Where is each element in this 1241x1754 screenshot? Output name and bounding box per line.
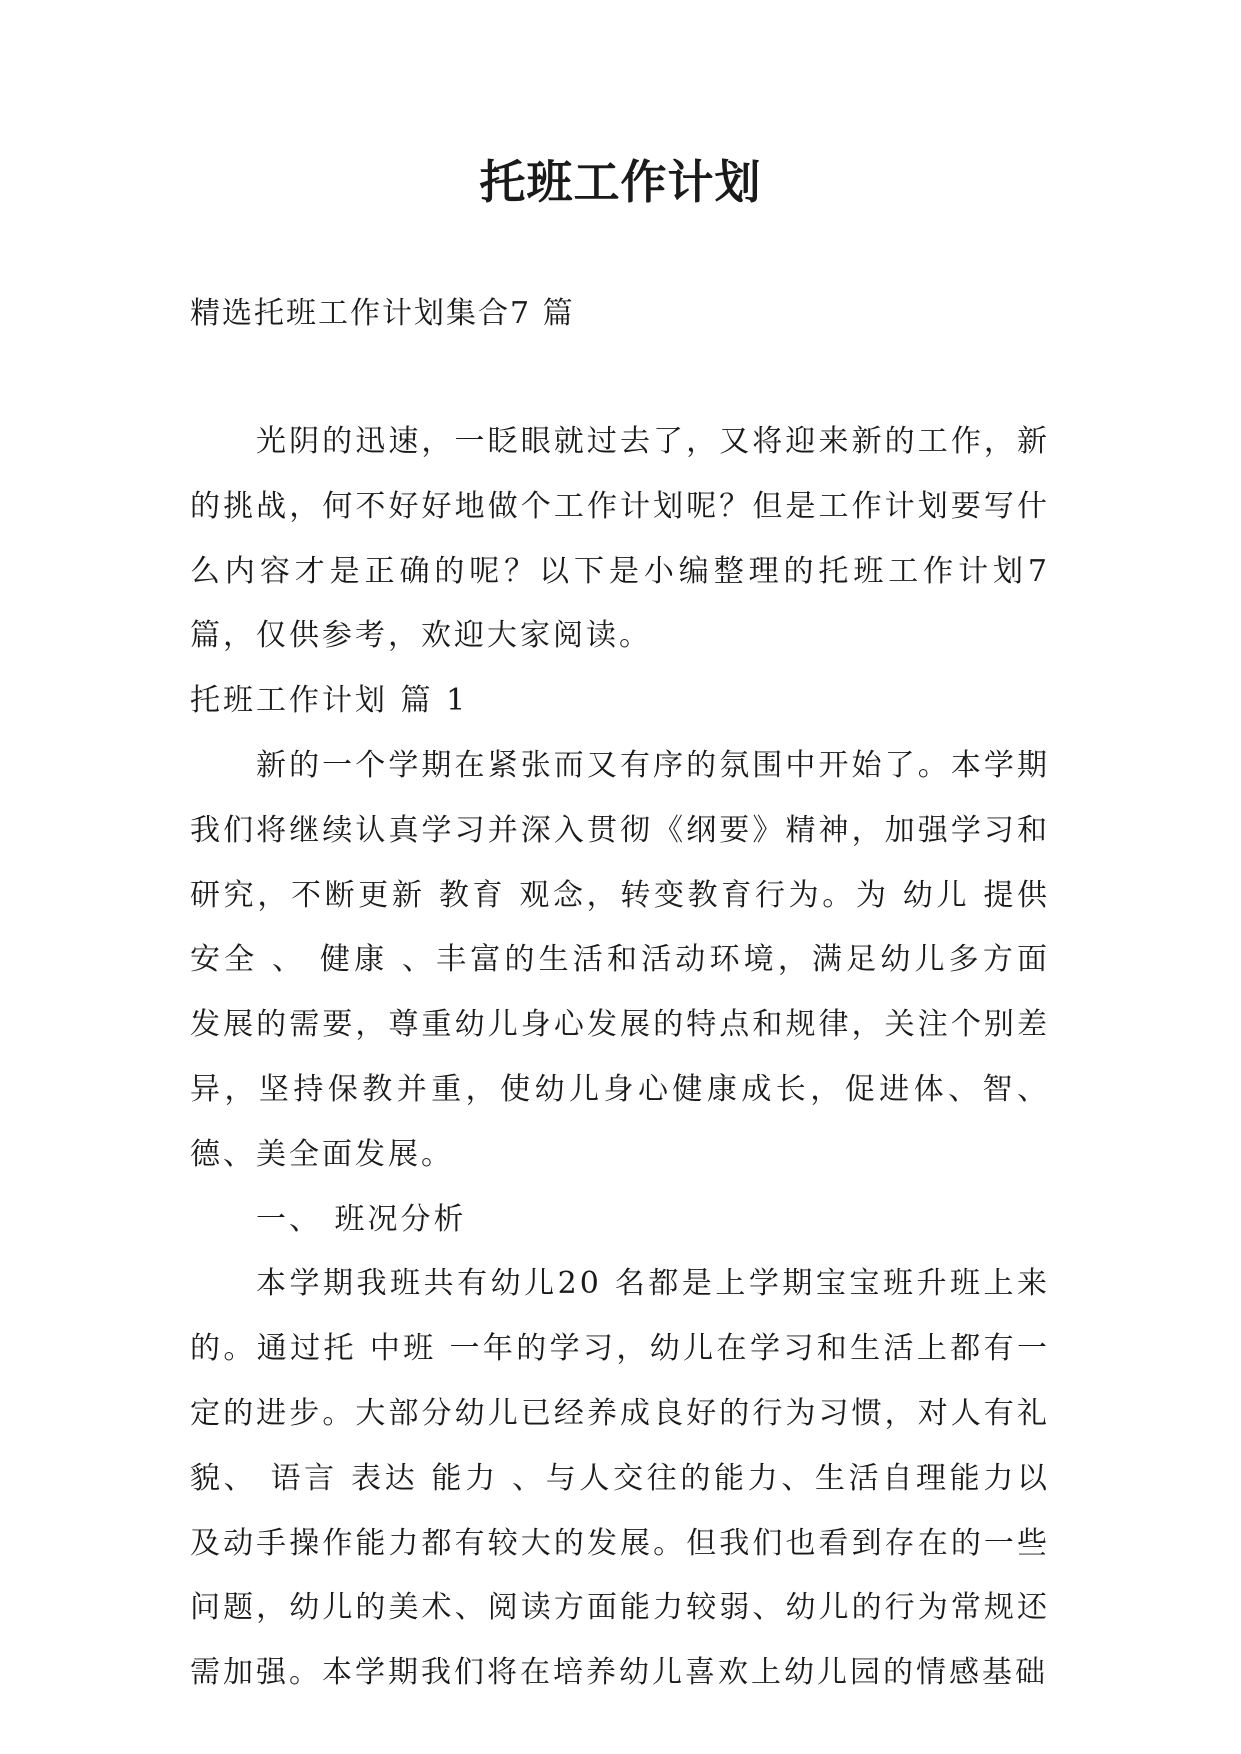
intro-paragraph: 光阴的迅速，一眨眼就过去了，又将迎来新的工作，新的挑战，何不好好地做个工作计划呢？但是工作计划要写什么内容才是正确的呢？以下是小编整理的托班工作计划7篇，仅供参考，欢迎大家阅读。 bbox=[190, 424, 1050, 654]
subsection-heading: 一、 班况分析 bbox=[256, 1201, 467, 1237]
document-subtitle: 精选托班工作计划集合7 篇 bbox=[190, 296, 575, 331]
body-paragraph: 新的一个学期在紧张而又有序的氛围中开始了。本学期我们将继续认真学习并深入贯彻《纲要》精神，加强学习和研究，不断更新 教育 观念，转变教育行为。为 幼儿 提供安全 、 健康 、丰富的生活和活动环境，满足幼儿多方面发展的需要，尊重幼儿身心发展的特点和规律，关注个别差异，坚持保教并重，使幼儿身心健康成长，促进体、智、德、美全面发展。 bbox=[190, 747, 1050, 1172]
section-heading: 托班工作计划 篇 1 bbox=[190, 683, 469, 719]
document-body bbox=[190, 410, 1050, 1706]
body-paragraph: 本学期我班共有幼儿20 名都是上学期宝宝班升班上来的。通过托 中班 一年的学习，幼儿在学习和生活上都有一定的进步。大部分幼儿已经养成良好的行为习惯，对人有礼貌、 语言 表达 能力 、与人交往的能力、生活自理能力以及动手操作能力都有较大的发展。但我们也看到存在的一些问题，幼儿的美术、阅读方面能力较弱、幼儿的行为常规还需加强。本学期我们将在培养幼儿喜欢上幼儿园的情感基础 bbox=[190, 1266, 1050, 1691]
document-title: 托班工作计划 bbox=[479, 155, 762, 209]
